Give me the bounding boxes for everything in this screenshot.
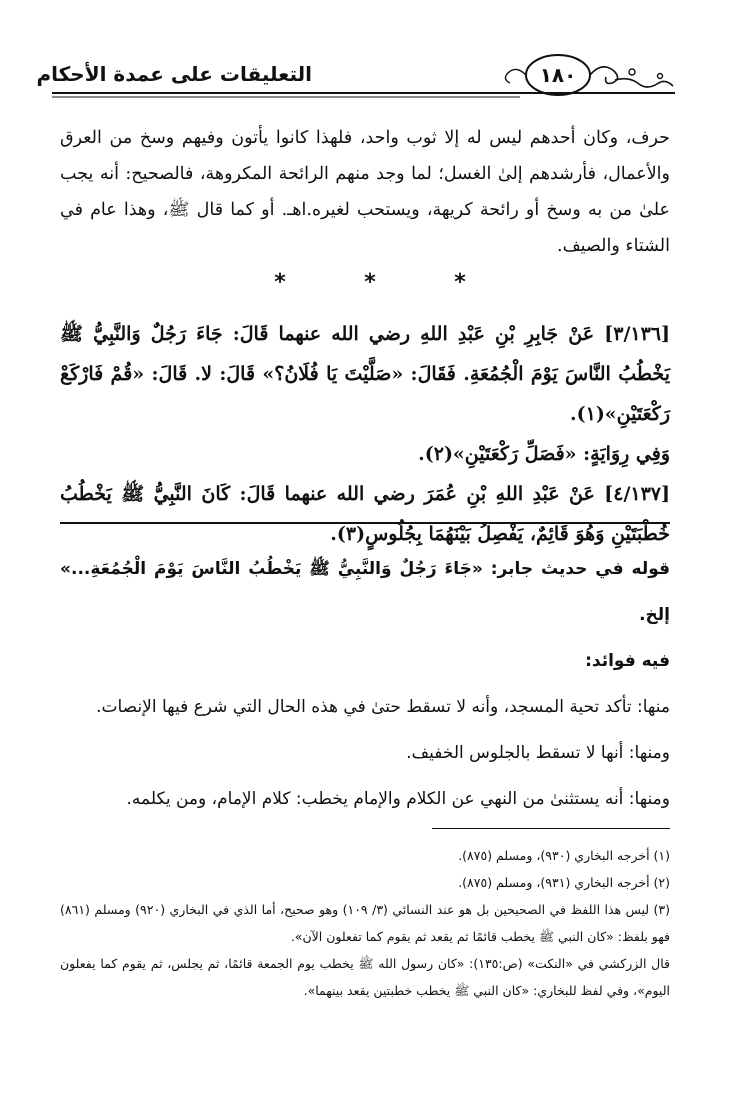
benefit-item: ومنها: أنه يستثنىٰ من النهي عن الكلام والإمام يخطب: كلام الإمام، ومن يكلمه. (126, 789, 670, 809)
section-separator (270, 270, 470, 295)
benefit-item: ومنها: أنها لا تسقط بالجلوس الخفيف. (406, 743, 670, 763)
hadith-item (60, 314, 670, 434)
section-divider (60, 522, 670, 524)
commentary-intro-text: قوله في حديث جابر: «جَاءَ رَجُلٌ وَالنَّبِيُّ ﷺ يَخْطُبُ النَّاسَ يَوْمَ الْجُمُعَةِ...» إلخ. (60, 559, 670, 625)
footnote-item: (٢) أخرجه البخاري (٩٣١)، ومسلم (٨٧٥). (458, 875, 670, 890)
hadith-item (60, 474, 670, 554)
separator-asterisk: * (364, 270, 376, 295)
commentary-section (60, 546, 670, 822)
benefits-heading: فيه فوائد: (585, 651, 670, 671)
intro-paragraph: حرف، وكان أحدهم ليس له إلا ثوب واحد، فلهذا كانوا يأتون وفيهم وسخ من العرق والأعمال، فأرشدهم إلىٰ الغسل؛ لما وجد منهم الرائحة المكروهة، فالصحيح: أنه يجب علىٰ من به وسخ أو رائحة كريهة، ويستحب لغيره.اهـ. أو كما قال ﷺ، وهذا عام في الشتاء والصيف. (60, 128, 670, 256)
commentary-intro (60, 546, 670, 638)
footnotes-section (60, 842, 670, 1004)
hadith-text: وَفِي رِوَايَةٍ: «فَصَلِّ رَكْعَتَيْنِ»(٢). (418, 443, 670, 465)
footnote-item: (٣) ليس هذا اللفظ في الصحيحين بل هو عند النسائي (٣/ ١٠٩) وهو صحيح، أما الذي في البخاري (٩٢٠) ومسلم (٨٦١) فهو بلفظ: «كان النبي ﷺ يخطب قائمًا ثم يقعد ثم يقوم كما تفعلون الآن». (60, 902, 671, 944)
separator-asterisk: * (454, 270, 466, 295)
hadith-section (60, 314, 670, 554)
hadith-number: [٣/١٣٦] (604, 323, 670, 345)
hadith-text: عَنْ عَبْدِ اللهِ بْنِ عُمَرَ رضي الله عنهما قَالَ: كَانَ النَّبِيُّ ﷺ يَخْطُبُ خُطْبَتَيْنِ وَهُوَ قَائِمٌ، يَفْصِلُ بَيْنَهُمَا بِجُلُوسٍ(٣). (60, 483, 670, 545)
intro-section (60, 120, 670, 264)
hadith-number: [٤/١٣٧] (604, 483, 670, 505)
page-number: ١٨٠ (539, 63, 577, 87)
separator-asterisk: * (274, 270, 286, 295)
footnote-item: (١) أخرجه البخاري (٩٣٠)، ومسلم (٨٧٥). (458, 848, 670, 863)
hadith-text: عَنْ جَابِرِ بْنِ عَبْدِ اللهِ رضي الله عنهما قَالَ: جَاءَ رَجُلٌ وَالنَّبِيُّ ﷺ يَخْطُبُ النَّاسَ يَوْمَ الْجُمُعَةِ. فَقَالَ: «صَلَّيْتَ يَا فُلَانُ؟» قَالَ: لا. قَالَ: «قُمْ فَارْكَعْ رَكْعَتَيْنِ»(١). (60, 323, 670, 425)
footnote-item: قال الزركشي في «النكت» (ص:١٣٥): «كان رسول الله ﷺ يخطب يوم الجمعة قائمًا، ثم يجلس، ثم يقوم كما يفعلون اليوم»، وفي لفظ للبخاري: «كان النبي ﷺ يخطب خطبتين يقعد بينهما». (60, 956, 671, 998)
running-header-title: التعليقات على عمدة الأحكام (36, 62, 312, 86)
benefit-item: منها: تأكد تحية المسجد، وأنه لا تسقط حتىٰ في هذه الحال التي شرع فيها الإنصات. (96, 697, 670, 717)
footnote-separator (432, 828, 670, 829)
hadith-item (60, 434, 670, 474)
